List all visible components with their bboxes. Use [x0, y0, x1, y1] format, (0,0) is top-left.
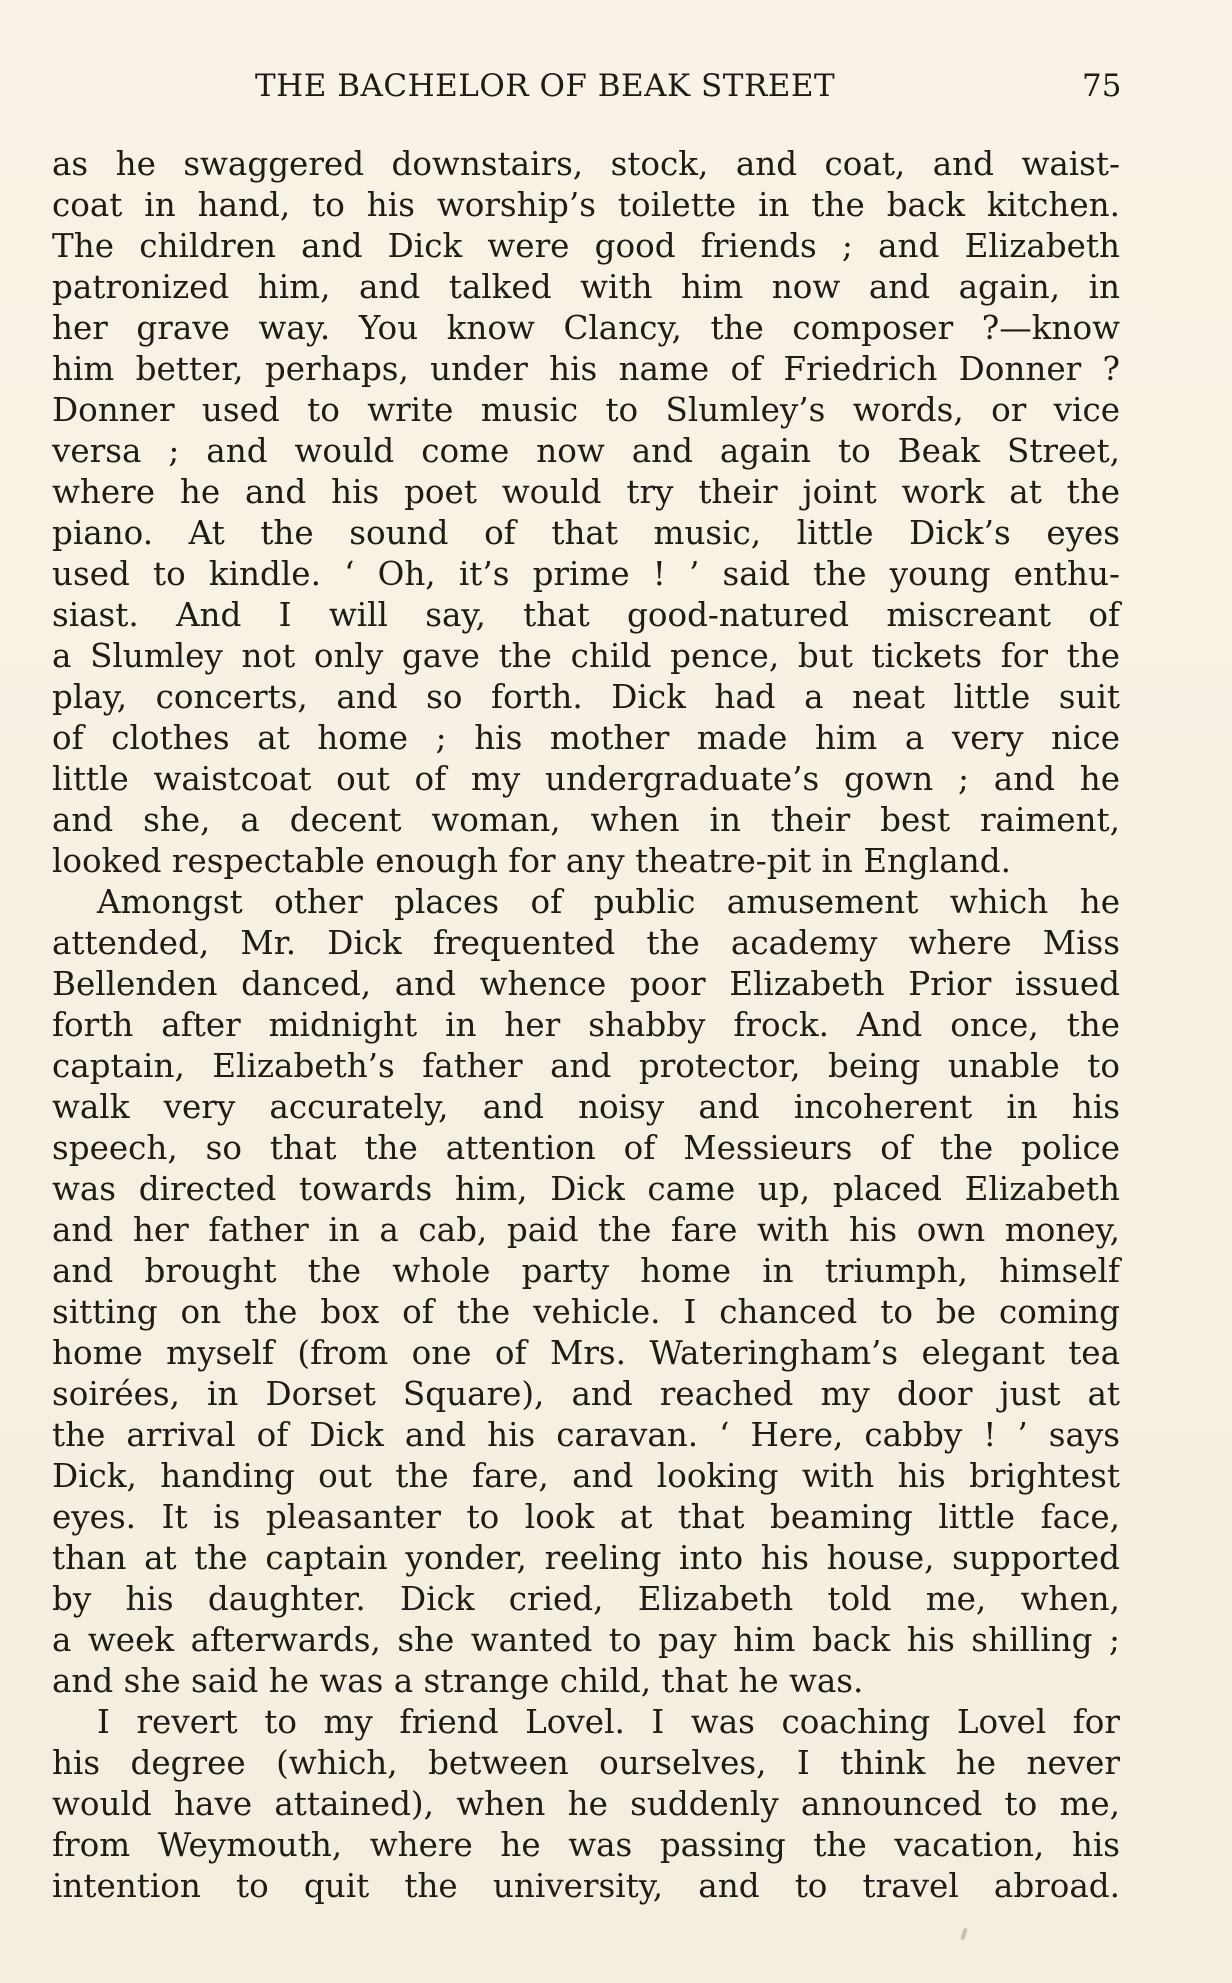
text-line: home myself (from one of Mrs. Wateringham’s elegant tea [52, 1334, 1120, 1372]
text-line: by his daughter. Dick cried, Elizabeth told me, when, [52, 1580, 1120, 1618]
text-line: her grave way. You know Clancy, the composer ?—know [52, 309, 1120, 347]
text-line: from Weymouth, where he was passing the vacation, his [52, 1826, 1120, 1864]
text-line: a week afterwards, she wanted to pay him back his shilling ; [52, 1621, 1120, 1659]
running-header [0, 64, 1232, 108]
text-line: versa ; and would come now and again to Beak Street, [52, 432, 1120, 470]
paper-speck [960, 1928, 968, 1941]
text-line: intention to quit the university, and to travel abroad. [52, 1867, 1120, 1905]
text-line: of clothes at home ; his mother made him a very nice [52, 719, 1120, 757]
paragraph-end-line: and she said he was a strange child, that he was. [52, 1662, 864, 1700]
text-line: Donner used to write music to Slumley’s words, or vice [52, 391, 1120, 429]
text-line: forth after midnight in her shabby frock. And once, the [52, 1006, 1120, 1044]
text-line: and her father in a cab, paid the fare with his own money, [52, 1211, 1120, 1249]
text-line: piano. At the sound of that music, little Dick’s eyes [52, 514, 1120, 552]
page-number: 75 [1082, 68, 1122, 104]
text-line: and she, a decent woman, when in their best raiment, [52, 801, 1120, 839]
text-line: walk very accurately, and noisy and incoherent in his [52, 1088, 1120, 1126]
text-line: used to kindle. ‘ Oh, it’s prime ! ’ said the young enthu- [52, 555, 1120, 593]
text-line: sitting on the box of the vehicle. I chanced to be coming [52, 1293, 1120, 1331]
text-line: coat in hand, to his worship’s toilette in the back kitchen. [52, 186, 1120, 224]
paragraph-end-line: looked respectable enough for any theatre-pit in England. [52, 842, 1011, 880]
text-line: attended, Mr. Dick frequented the academy where Miss [52, 924, 1120, 962]
text-line: eyes. It is pleasanter to look at that beaming little face, [52, 1498, 1120, 1536]
text-line: a Slumley not only gave the child pence, but tickets for the [52, 637, 1120, 675]
text-line: would have attained), when he suddenly announced to me, [52, 1785, 1120, 1823]
text-line: him better, perhaps, under his name of Friedrich Donner ? [52, 350, 1120, 388]
text-line: play, concerts, and so forth. Dick had a neat little suit [52, 678, 1120, 716]
text-line: speech, so that the attention of Messieurs of the police [52, 1129, 1120, 1167]
text-line: than at the captain yonder, reeling into his house, supported [52, 1539, 1120, 1577]
text-line: as he swaggered downstairs, stock, and coat, and waist- [52, 145, 1120, 183]
text-line: and brought the whole party home in triumph, himself [52, 1252, 1120, 1290]
running-title: THE BACHELOR OF BEAK STREET [255, 68, 836, 104]
text-line: captain, Elizabeth’s father and protector, being unable to [52, 1047, 1120, 1085]
text-line: little waistcoat out of my undergraduate’s gown ; and he [52, 760, 1120, 798]
paragraph-start-line: Amongst other places of public amusement which he [97, 883, 1120, 921]
text-line: The children and Dick were good friends ; and Elizabeth [52, 227, 1120, 265]
text-line: siast. And I will say, that good-natured miscreant of [52, 596, 1120, 634]
text-line: soirées, in Dorset Square), and reached my door just at [52, 1375, 1120, 1413]
text-line: patronized him, and talked with him now and again, in [52, 268, 1120, 306]
body-text [52, 144, 1120, 1907]
text-line: where he and his poet would try their joint work at the [52, 473, 1120, 511]
text-line: Bellenden danced, and whence poor Elizabeth Prior issued [52, 965, 1120, 1003]
text-line: Dick, handing out the fare, and looking with his brightest [52, 1457, 1120, 1495]
text-line: his degree (which, between ourselves, I think he never [52, 1744, 1120, 1782]
text-line: was directed towards him, Dick came up, placed Elizabeth [52, 1170, 1120, 1208]
text-line: the arrival of Dick and his caravan. ‘ Here, cabby ! ’ says [52, 1416, 1120, 1454]
paragraph-start-line: I revert to my friend Lovel. I was coaching Lovel for [97, 1703, 1120, 1741]
